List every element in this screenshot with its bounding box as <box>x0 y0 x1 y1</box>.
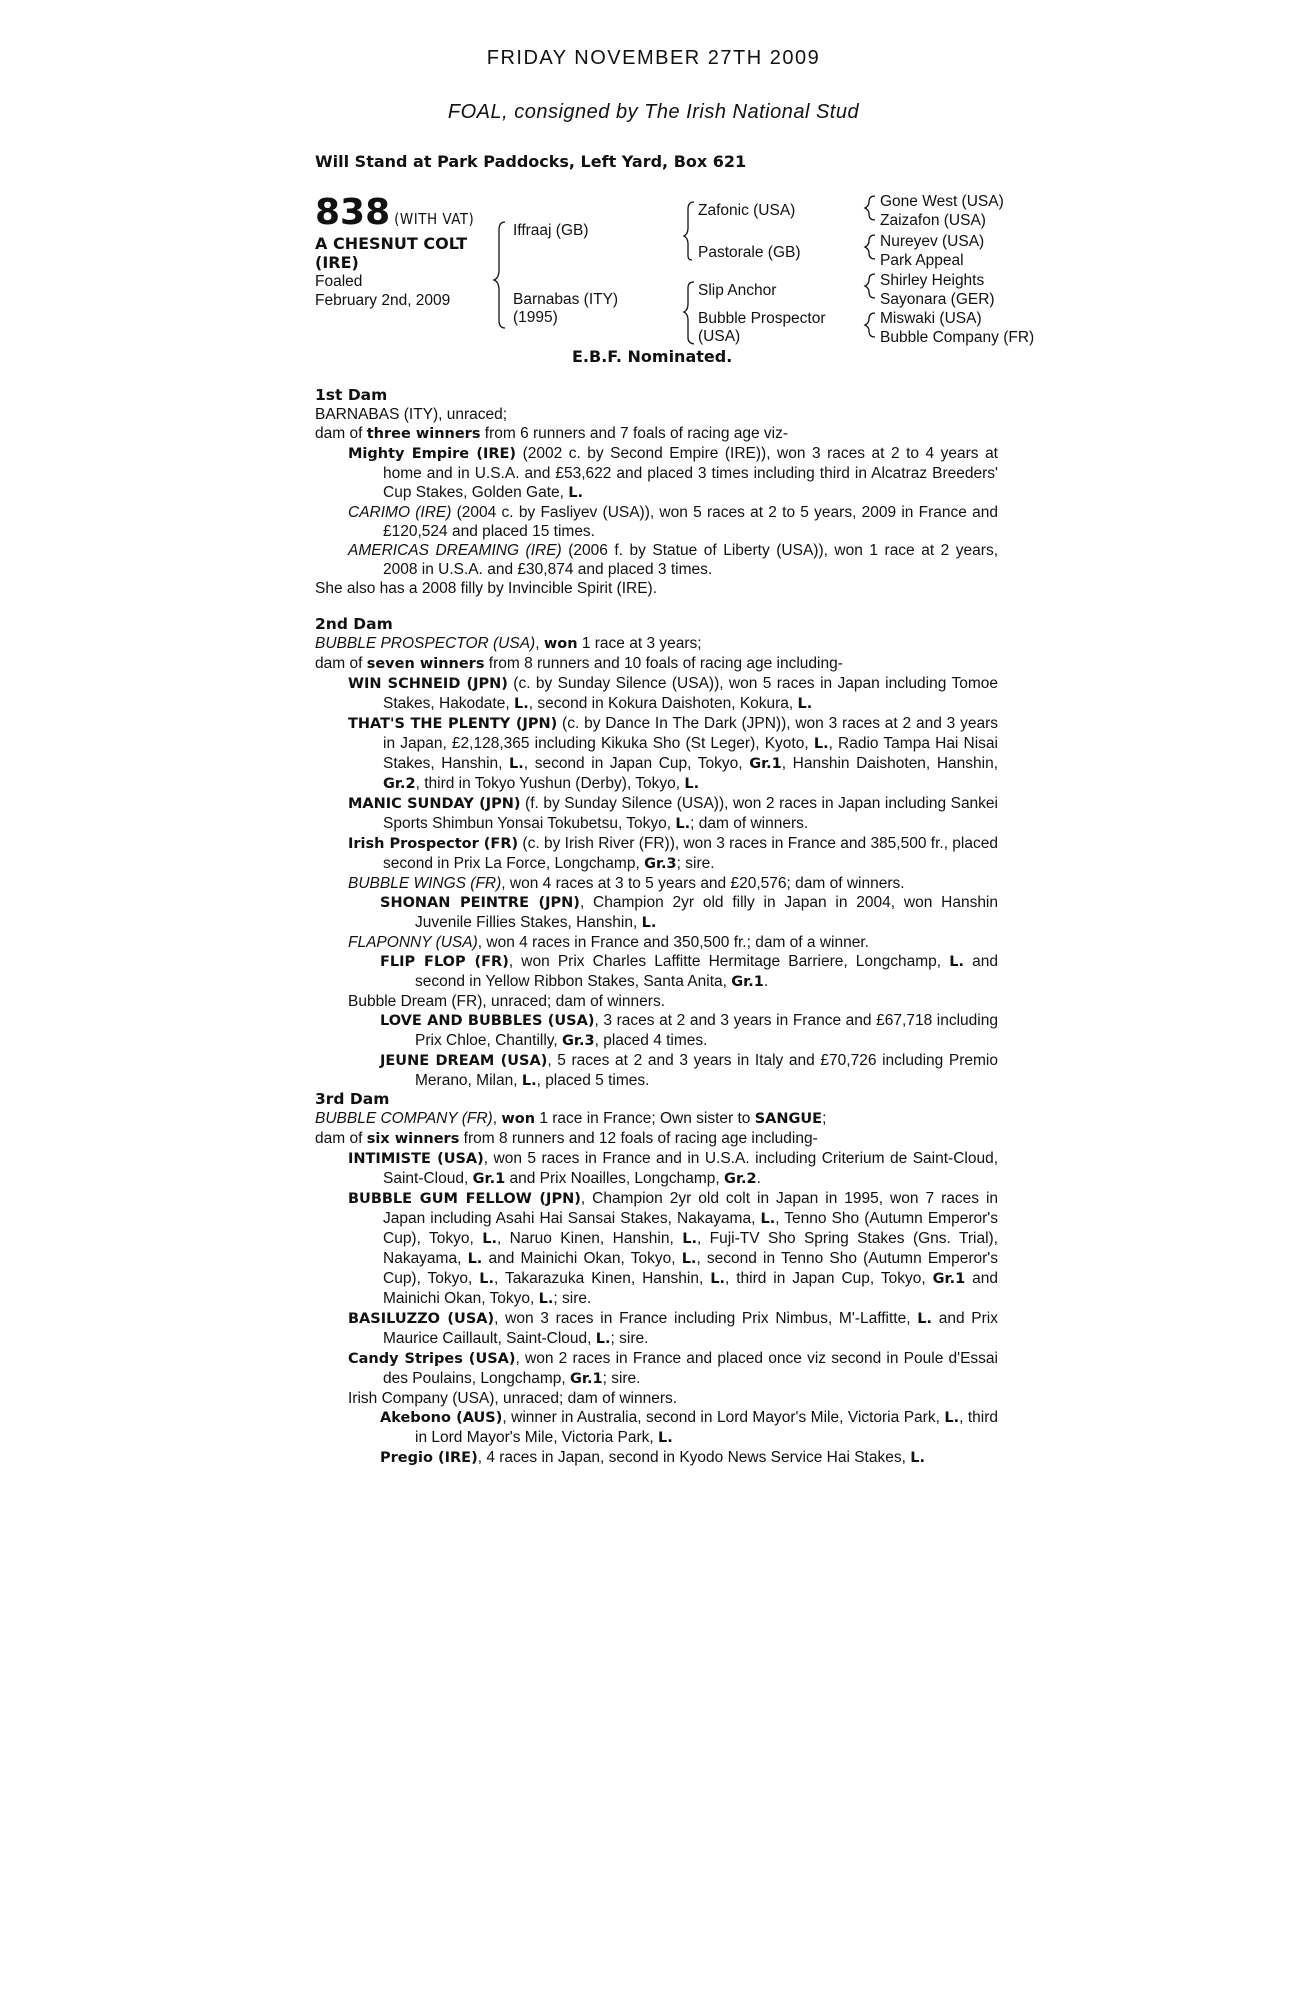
brace-gen1 <box>494 222 505 328</box>
produce-entry: BUBBLE WINGS (FR), won 4 races at 3 to 5 years and £20,576; dam of winners. <box>348 875 905 892</box>
produce-entry: Mighty Empire (IRE) (2002 c. by Second Empire (IRE)), won 3 races at 2 to 4 years at home and in U.S.A. and £53,622 and placed 3 times including third in Alcatraz Breeders' Cup Stakes, Golden Gate, L. <box>348 445 998 501</box>
brace-gen2-sire <box>684 202 694 260</box>
produce-entry: Pregio (IRE), 4 races in Japan, second in Kyodo News Service Hai Stakes, L. <box>380 1449 925 1466</box>
third-dam-section <box>315 1090 998 1468</box>
ss-dam: Zaizafon (USA) <box>880 212 986 229</box>
dam-sire: Slip Anchor <box>698 282 777 299</box>
produce-entry: CARIMO (IRE) (2004 c. by Fasliyev (USA)), won 5 races at 2 to 5 years, 2009 in France and £120,524 and placed 15 times. <box>348 504 998 540</box>
sd-dam: Park Appeal <box>880 252 964 269</box>
produce-entry: Irish Company (USA), unraced; dam of winners. <box>348 1390 678 1407</box>
third-dam-line: BUBBLE COMPANY (FR), won 1 race in France; Own sister to SANGUE; <box>315 1110 827 1127</box>
produce-entry: Candy Stripes (USA), won 2 races in France and placed once viz second in Poule d'Essai des Poulains, Longchamp, Gr.1; sire. <box>348 1350 999 1387</box>
lot-number-value: 838 <box>315 192 391 233</box>
brace-dd <box>865 313 875 337</box>
dd-dam: Bubble Company (FR) <box>880 329 1035 346</box>
vat-note: (WITH VAT) <box>394 210 475 228</box>
produce-entry: AMERICAS DREAMING (IRE) (2006 f. by Statue of Liberty (USA)), won 1 race at 2 years, 2008 in U.S.A. and £30,874 and placed 3 times. <box>348 542 999 578</box>
produce-entry: JEUNE DREAM (USA), 5 races at 2 and 3 years in Italy and £70,726 including Premio Merano, Milan, L., placed 5 times. <box>380 1052 998 1089</box>
produce-entry: MANIC SUNDAY (JPN) (f. by Sunday Silence (USA)), won 2 races in Japan including Sankei Sports Shimbun Yonsai Tokubetsu, Tokyo, L.; dam of winners. <box>348 795 998 832</box>
produce-entry: SHONAN PEINTRE (JPN), Champion 2yr old filly in Japan in 2004, won Hanshin Juvenile Fillies Stakes, Hanshin, L. <box>380 894 998 931</box>
first-dam-summary: dam of three winners from 6 runners and 7 foals of racing age viz- <box>315 425 789 442</box>
first-dam-closing: She also has a 2008 filly by Invincible Spirit (IRE). <box>315 580 658 597</box>
produce-entry: Irish Prospector (FR) (c. by Irish River (FR)), won 3 races in France and 385,500 fr., placed second in Prix La Force, Longchamp, Gr.3; sire. <box>348 835 998 872</box>
sire-sire: Zafonic (USA) <box>698 202 796 219</box>
first-dam-heading: 1st Dam <box>315 386 388 404</box>
ds-sire: Shirley Heights <box>880 272 985 289</box>
third-dam-summary: dam of six winners from 8 runners and 12 foals of racing age including- <box>315 1130 818 1147</box>
produce-entry: INTIMISTE (USA), won 5 races in France and in U.S.A. including Criterium de Saint-Cloud, Saint-Cloud, Gr.1 and Prix Noailles, Longchamp, Gr.2. <box>348 1150 998 1187</box>
produce-entry: WIN SCHNEID (JPN) (c. by Sunday Silence (USA)), won 5 races in Japan including Tomoe Stakes, Hakodate, L., second in Kokura Daishoten, Kokura, L. <box>348 675 998 712</box>
second-dam-heading: 2nd Dam <box>315 615 393 633</box>
ss-sire: Gone West (USA) <box>880 193 1004 210</box>
sale-date: FRIDAY NOVEMBER 27TH 2009 <box>486 47 821 69</box>
second-dam-line: BUBBLE PROSPECTOR (USA), won 1 race at 3 years; <box>315 635 702 652</box>
produce-entry: Bubble Dream (FR), unraced; dam of winners. <box>348 993 666 1010</box>
pedigree-braces <box>0 0 1307 360</box>
produce-entry: BASILUZZO (USA), won 3 races in France including Prix Nimbus, M'-Laffitte, L. and Prix Maurice Caillault, Saint-Cloud, L.; sire. <box>348 1310 998 1347</box>
ds-dam: Sayonara (GER) <box>880 291 995 308</box>
sire: Iffraaj (GB) <box>513 222 589 239</box>
stand-location: Will Stand at Park Paddocks, Left Yard, Box 621 <box>315 152 747 171</box>
second-dam-section <box>315 615 998 1091</box>
produce-entry: FLIP FLOP (FR), won Prix Charles Laffitte Hermitage Barriere, Longchamp, L. and second in Yellow Ribbon Stakes, Santa Anita, Gr.1. <box>380 953 998 990</box>
brace-ds <box>865 274 875 298</box>
foaled-date: February 2nd, 2009 <box>315 292 451 309</box>
brace-gen2-dam <box>684 282 694 344</box>
sd-sire: Nureyev (USA) <box>880 233 985 250</box>
third-dam-heading: 3rd Dam <box>315 1090 390 1108</box>
first-dam-section <box>315 386 998 598</box>
foaled-label: Foaled <box>315 273 363 290</box>
produce-entry: THAT'S THE PLENTY (JPN) (c. by Dance In The Dark (JPN)), won 3 races at 2 and 3 years in Japan, £2,128,365 including Kikuka Sho (St Leger), Kyoto, L., Radio Tampa Hai Nisai Stakes, Hanshin, L., second in Japan Cup, Tokyo, Gr.1, Hanshin Daishoten, Hanshin, Gr.2, third in Tokyo Yushun (Derby), Tokyo, L. <box>348 715 999 792</box>
brace-sd <box>865 235 875 259</box>
sire-dam: Pastorale (GB) <box>698 244 801 261</box>
dd-sire: Miswaki (USA) <box>880 310 982 327</box>
brace-ss <box>865 196 875 220</box>
second-dam-summary: dam of seven winners from 8 runners and 10 foals of racing age including- <box>315 655 843 672</box>
lot-description: A CHESNUT COLT (IRE) <box>315 234 468 272</box>
produce-entry: LOVE AND BUBBLES (USA), 3 races at 2 and 3 years in France and £67,718 including Prix Chloe, Chantilly, Gr.3, placed 4 times. <box>380 1012 998 1049</box>
consignor: FOAL, consigned by The Irish National Stud <box>447 101 860 123</box>
produce-entry: BUBBLE GUM FELLOW (JPN), Champion 2yr old colt in Japan in 1995, won 7 races in Japan including Asahi Hai Sansai Stakes, Nakayama, L., Tenno Sho (Autumn Emperor's Cup), Tokyo, L., Naruo Kinen, Hanshin, L., Fuji-TV Sho Spring Stakes (Gns. Trial), Nakayama, L. and Mainichi Okan, Tokyo, L., second in Tenno Sho (Autumn Emperor's Cup), Tokyo, L., Takarazuka Kinen, Hanshin, L., third in Japan Cup, Tokyo, Gr.1 and Mainichi Okan, Tokyo, L.; sire. <box>348 1190 999 1307</box>
first-dam-line: BARNABAS (ITY), unraced; <box>315 406 508 423</box>
produce-entry: Akebono (AUS), winner in Australia, second in Lord Mayor's Mile, Victoria Park, L., third in Lord Mayor's Mile, Victoria Park, L. <box>380 1409 999 1446</box>
dam-dam: Bubble Prospector (USA) <box>698 310 826 345</box>
dam: Barnabas (ITY) (1995) <box>513 291 619 326</box>
produce-entry: FLAPONNY (USA), won 4 races in France and 350,500 fr.; dam of a winner. <box>348 934 869 951</box>
ebf-nomination: E.B.F. Nominated. <box>572 347 733 366</box>
